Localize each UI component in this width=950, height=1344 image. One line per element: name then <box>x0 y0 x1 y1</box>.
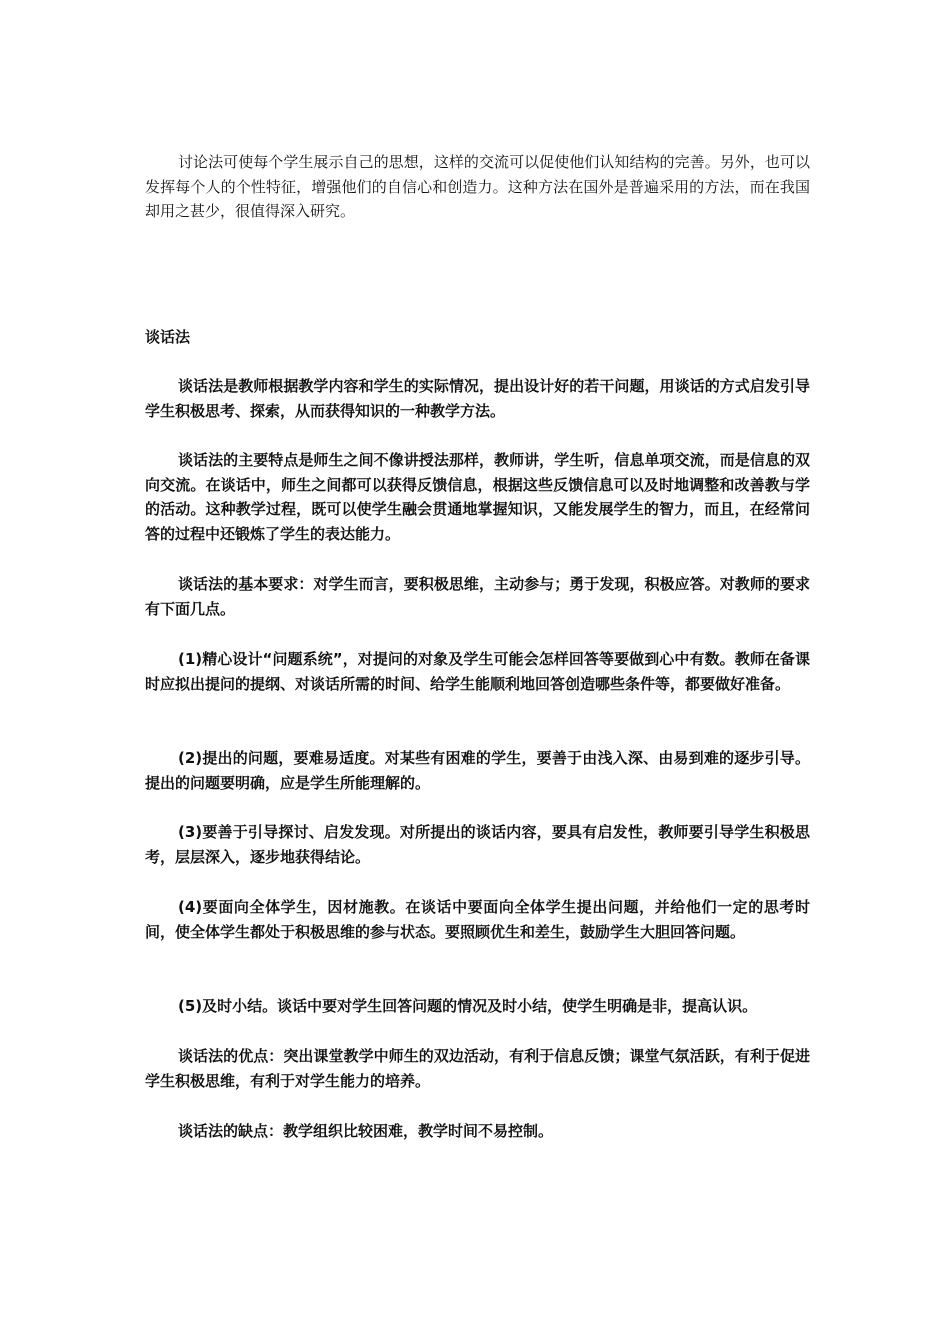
paragraph-requirement-3: (3)要善于引导探讨、启发发现。对所提出的谈话内容，要具有启发性，教师要引导学生积极思考，层层深入，逐步地获得结论。 <box>145 823 810 866</box>
paragraph-requirement-1: (1)精心设计“问题系统”，对提问的对象及学生可能会怎样回答等要做到心中有数。教师在备课时应拟出提问的提纲、对谈话所需的时间、给学生能顺利地回答创造哪些条件等，都要做好准备。 <box>145 650 810 693</box>
paragraph-basic-requirements: 谈话法的基本要求：对学生而言，要积极思维，主动参与；勇于发现，积极应答。对教师的要求有下面几点。 <box>145 575 810 618</box>
paragraph-requirement-5: (5)及时小结。谈话中要对学生回答问题的情况及时小结，使学生明确是非，提高认识。 <box>178 997 758 1015</box>
paragraph-requirement-4: (4)要面向全体学生，因材施教。在谈话中要面向全体学生提出问题，并给他们一定的思考时间，使全体学生都处于积极思维的参与状态。要照顾优生和差生，鼓励学生大胆回答问题。 <box>145 898 810 941</box>
section-heading: 谈话法 <box>145 328 191 346</box>
paragraph-definition: 谈话法是教师根据教学内容和学生的实际情况，提出设计好的若干问题，用谈话的方式启发引导学生积极思考、探索，从而获得知识的一种教学方法。 <box>145 377 810 420</box>
paragraph-requirement-2: (2)提出的问题，要难易适度。对某些有困难的学生，要善于由浅入深、由易到难的逐步引导。提出的问题要明确，应是学生所能理解的。 <box>145 749 810 792</box>
intro-paragraph: 讨论法可使每个学生展示自己的思想，这样的交流可以促使他们认知结构的完善。另外，也可以发挥每个人的个性特征，增强他们的自信心和创造力。这种方法在国外是普遍采用的方法，而在我国却用之甚少，很值得深入研究。 <box>145 153 810 220</box>
paragraph-features: 谈话法的主要特点是师生之间不像讲授法那样，教师讲，学生听，信息单项交流，而是信息的双向交流。在谈话中，师生之间都可以获得反馈信息，根据这些反馈信息可以及时地调整和改善教与学的活动。这种教学过程，既可以使学生融会贯通地掌握知识，又能发展学生的智力，而且，在经常问答的过程中还锻炼了学生的表达能力。 <box>145 451 810 543</box>
paragraph-advantages: 谈话法的优点：突出课堂教学中师生的双边活动，有利于信息反馈；课堂气氛活跃，有利于促进学生积极思维，有利于对学生能力的培养。 <box>145 1047 810 1090</box>
paragraph-disadvantages: 谈话法的缺点：教学组织比较困难，教学时间不易控制。 <box>178 1122 554 1140</box>
